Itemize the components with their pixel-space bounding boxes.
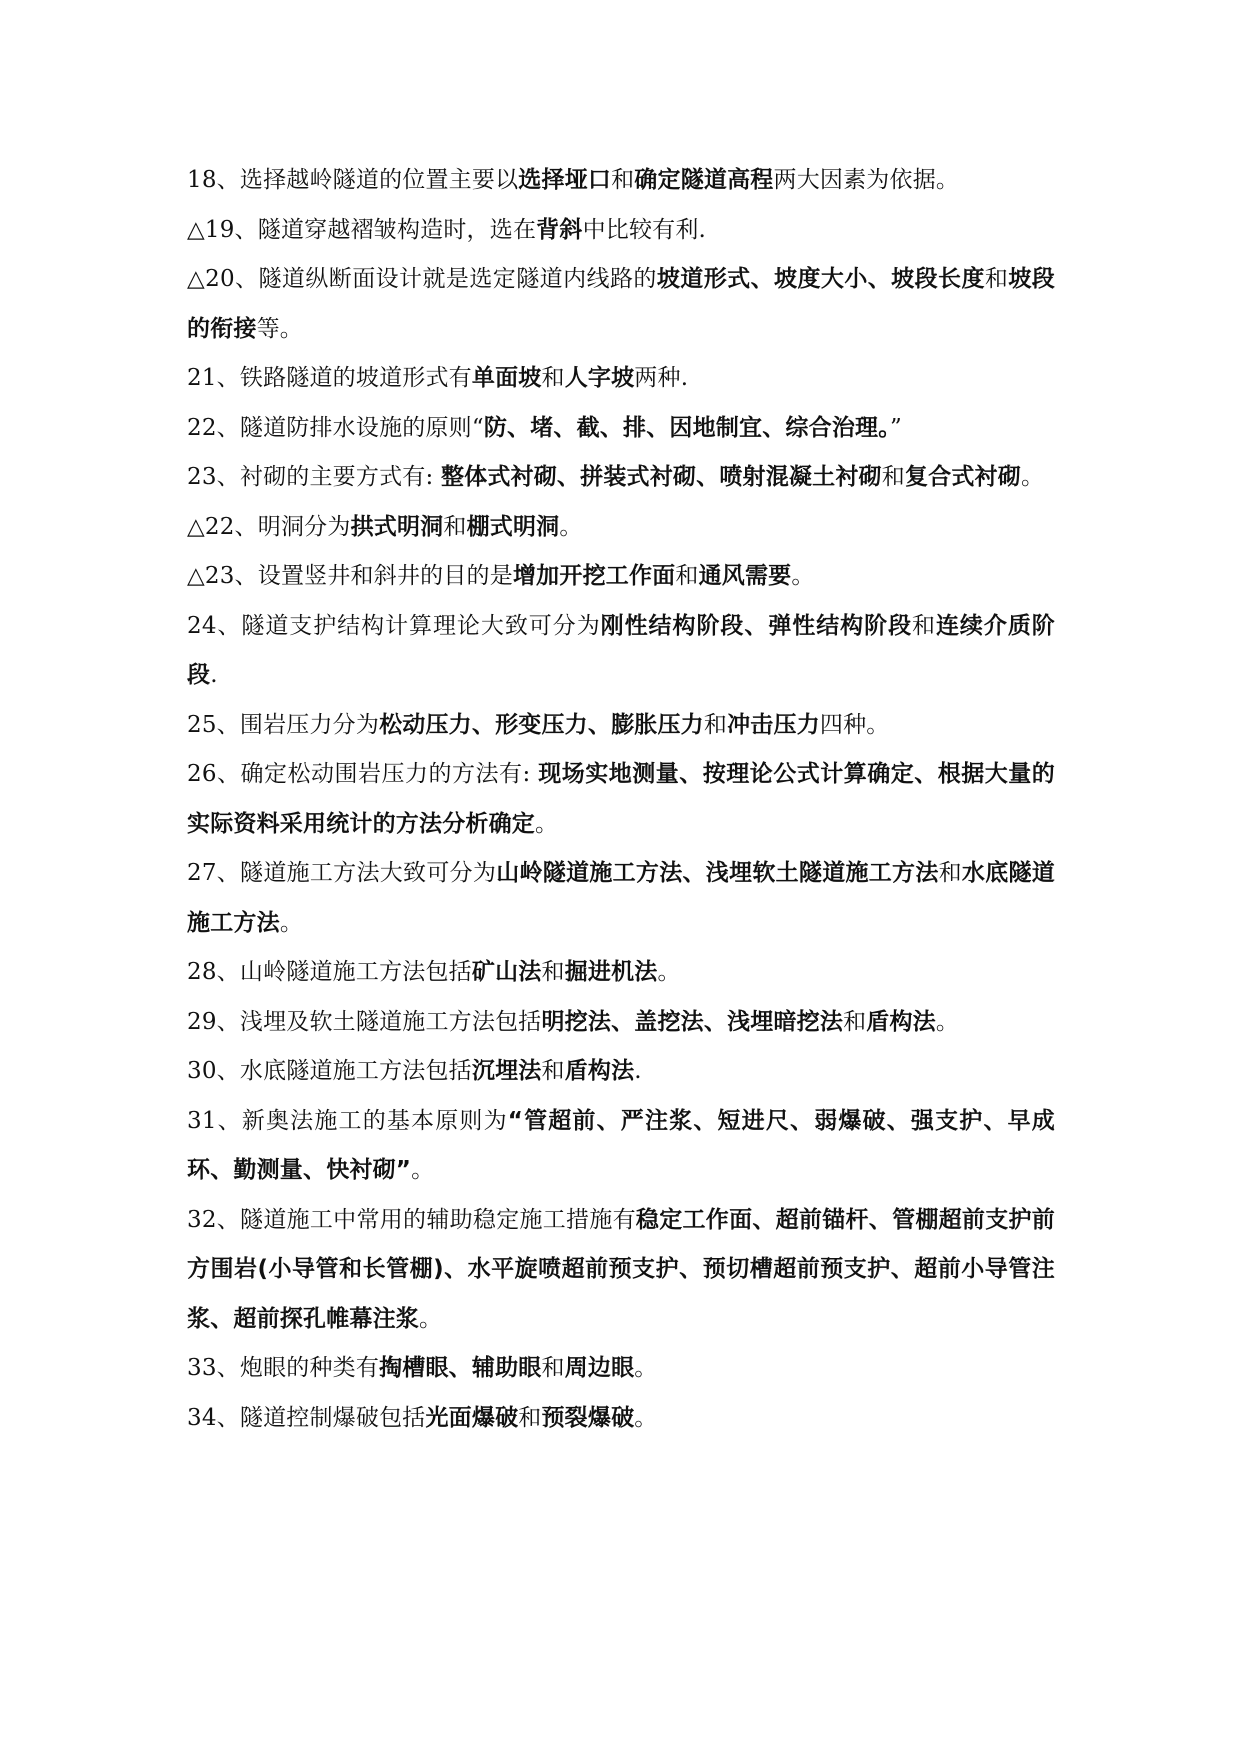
answer-text: 刚性结构阶段、弹性结构阶段 — [600, 612, 913, 639]
answer-text: 周边眼 — [564, 1355, 635, 1381]
question-text: 29、浅埋及软土隧道施工方法包括 — [187, 1008, 542, 1035]
question-text: 和 — [984, 266, 1009, 292]
question-text: 。 — [657, 959, 681, 985]
question-text: 两大因素为依据。 — [773, 167, 960, 193]
answer-text: 盾构法 — [866, 1008, 936, 1035]
answer-text: 防、堵、截、排、因地制宜、综合治理。 — [483, 414, 890, 441]
question-item-q29 — [187, 998, 1055, 1048]
question-item-q22 — [187, 404, 1055, 454]
question-text: 和 — [703, 711, 728, 738]
question-text: 。 — [559, 513, 583, 540]
answer-text: 矿山法 — [471, 959, 542, 985]
question-text: 22、隧道防排水设施的原则“ — [187, 414, 484, 441]
answer-text: 连续介质阶段 — [187, 612, 1055, 688]
question-text: 四种。 — [819, 711, 890, 738]
question-text: ” — [889, 414, 902, 441]
question-item-q19-triangle — [187, 206, 1055, 256]
question-item-q23-triangle — [187, 552, 1055, 602]
question-item-q28 — [187, 948, 1055, 998]
question-text: 26、确定松动围岩压力的方法有: — [187, 761, 539, 787]
question-text: 。 — [279, 909, 304, 936]
question-text: 和 — [541, 959, 565, 985]
answer-text: 确定隧道高程 — [634, 167, 774, 193]
question-item-q30 — [187, 1047, 1055, 1097]
answer-text: 松动压力、形变压力、膨胀压力 — [379, 711, 704, 738]
question-text: 33、炮眼的种类有 — [187, 1355, 380, 1381]
question-text: 21、铁路隧道的坡道形式有 — [187, 365, 472, 391]
answer-text: 背斜 — [536, 216, 583, 243]
answer-text: 单面坡 — [471, 365, 542, 391]
answer-text: “管超前、严注浆、短进尺、弱爆破、强支护、早成环、勤测量、快衬砌” — [187, 1107, 1055, 1183]
question-text: 和 — [541, 1355, 565, 1381]
answer-text: 选择垭口 — [518, 167, 612, 193]
answer-text: 拱式明洞 — [350, 513, 444, 540]
question-item-q22-triangle — [187, 503, 1055, 553]
question-text: 和 — [541, 1058, 565, 1084]
question-text: △23、设置竖井和斜井的目的是 — [187, 563, 513, 589]
question-text: 等。 — [256, 315, 304, 342]
question-text: 和 — [843, 1008, 867, 1035]
question-text: 。 — [634, 1404, 658, 1431]
question-text: 32、隧道施工中常用的辅助稳定施工措施有 — [187, 1206, 636, 1233]
question-item-q32 — [187, 1196, 1055, 1345]
question-text: △20、隧道纵断面设计就是选定隧道内线路的 — [187, 266, 657, 292]
answer-text: 稳定工作面、超前锚杆、管棚超前支护前方围岩(小导管和长管棚)、水平旋喷超前预支护、预切槽超前预支护、超前小导管注浆、超前探孔帷幕注浆 — [187, 1206, 1055, 1332]
answer-text: 棚式明洞 — [466, 513, 560, 540]
question-item-q26 — [187, 750, 1055, 849]
question-item-q21 — [187, 354, 1055, 404]
question-text: 。 — [791, 563, 815, 589]
answer-text: 光面爆破 — [425, 1404, 519, 1431]
question-text: 。 — [535, 810, 559, 837]
question-text: 。 — [935, 1008, 960, 1035]
question-text: 。 — [1020, 464, 1045, 490]
question-item-q33 — [187, 1344, 1055, 1394]
question-text: 和 — [938, 860, 962, 886]
answer-text: 掏槽眼、辅助眼 — [379, 1355, 542, 1381]
answer-text: 复合式衬砌 — [904, 464, 1021, 490]
question-text: 两种. — [634, 365, 689, 391]
question-text: 和 — [912, 612, 936, 639]
answer-text: 增加开挖工作面 — [512, 563, 676, 589]
answer-text: 现场实地测量、按理论公式计算确定、根据大量的实际资料采用统计的方法分析确定 — [187, 761, 1056, 837]
question-item-q23 — [187, 453, 1055, 503]
answer-text: 通风需要 — [698, 563, 792, 589]
answer-text: 盾构法 — [564, 1058, 635, 1084]
question-text: 和 — [443, 513, 467, 540]
question-text: 。 — [419, 1305, 443, 1332]
question-item-q20-triangle — [187, 255, 1055, 354]
answer-text: 掘进机法 — [564, 959, 658, 985]
answer-text: 人字坡 — [564, 365, 635, 391]
question-text: △19、隧道穿越褶皱构造时，选在 — [187, 216, 537, 243]
question-item-q34 — [187, 1394, 1055, 1444]
answer-text: 冲击压力 — [727, 711, 820, 738]
answer-text: 坡段的衔接 — [187, 266, 1055, 342]
answer-text: 沉埋法 — [471, 1058, 542, 1084]
answer-text: 预裂爆破 — [541, 1404, 635, 1431]
question-text: 28、山岭隧道施工方法包括 — [187, 959, 472, 985]
question-text: . — [210, 662, 218, 688]
question-item-q27 — [187, 849, 1055, 948]
question-text: 和 — [611, 167, 635, 193]
question-text: 和 — [541, 365, 565, 391]
question-text: 30、水底隧道施工方法包括 — [187, 1058, 472, 1084]
question-text: 23、衬砌的主要方式有: — [187, 464, 441, 490]
answer-text: 整体式衬砌、拼装式衬砌、喷射混凝土衬砌 — [440, 464, 882, 490]
question-text: 24、隧道支护结构计算理论大致可分为 — [187, 612, 601, 639]
answer-text: 明挖法、盖挖法、浅埋暗挖法 — [541, 1008, 844, 1035]
answer-text: 坡道形式、坡度大小、坡段长度 — [656, 266, 985, 292]
question-text: 和 — [675, 563, 699, 589]
question-text: 27、隧道施工方法大致可分为 — [187, 860, 497, 886]
answer-text: 水底隧道施工方法 — [187, 860, 1055, 936]
question-text: 中比较有利. — [582, 216, 707, 243]
question-text: 31、新奥法施工的基本原则为 — [187, 1107, 508, 1134]
question-text: 。 — [411, 1157, 435, 1183]
question-text: △22、明洞分为 — [187, 513, 351, 540]
question-text: 和 — [881, 464, 905, 490]
question-item-q31 — [187, 1097, 1055, 1196]
question-list — [187, 156, 1055, 1443]
question-item-q25 — [187, 701, 1055, 751]
question-item-q24 — [187, 602, 1055, 701]
question-text: 。 — [634, 1355, 658, 1381]
question-text: 和 — [518, 1404, 542, 1431]
question-item-q18 — [187, 156, 1055, 206]
question-text: 18、选择越岭隧道的位置主要以 — [187, 167, 519, 193]
question-text: 34、隧道控制爆破包括 — [187, 1404, 426, 1431]
answer-text: 山岭隧道施工方法、浅埋软土隧道施工方法 — [496, 860, 939, 886]
question-text: . — [634, 1058, 642, 1084]
question-text: 25、围岩压力分为 — [187, 711, 380, 738]
